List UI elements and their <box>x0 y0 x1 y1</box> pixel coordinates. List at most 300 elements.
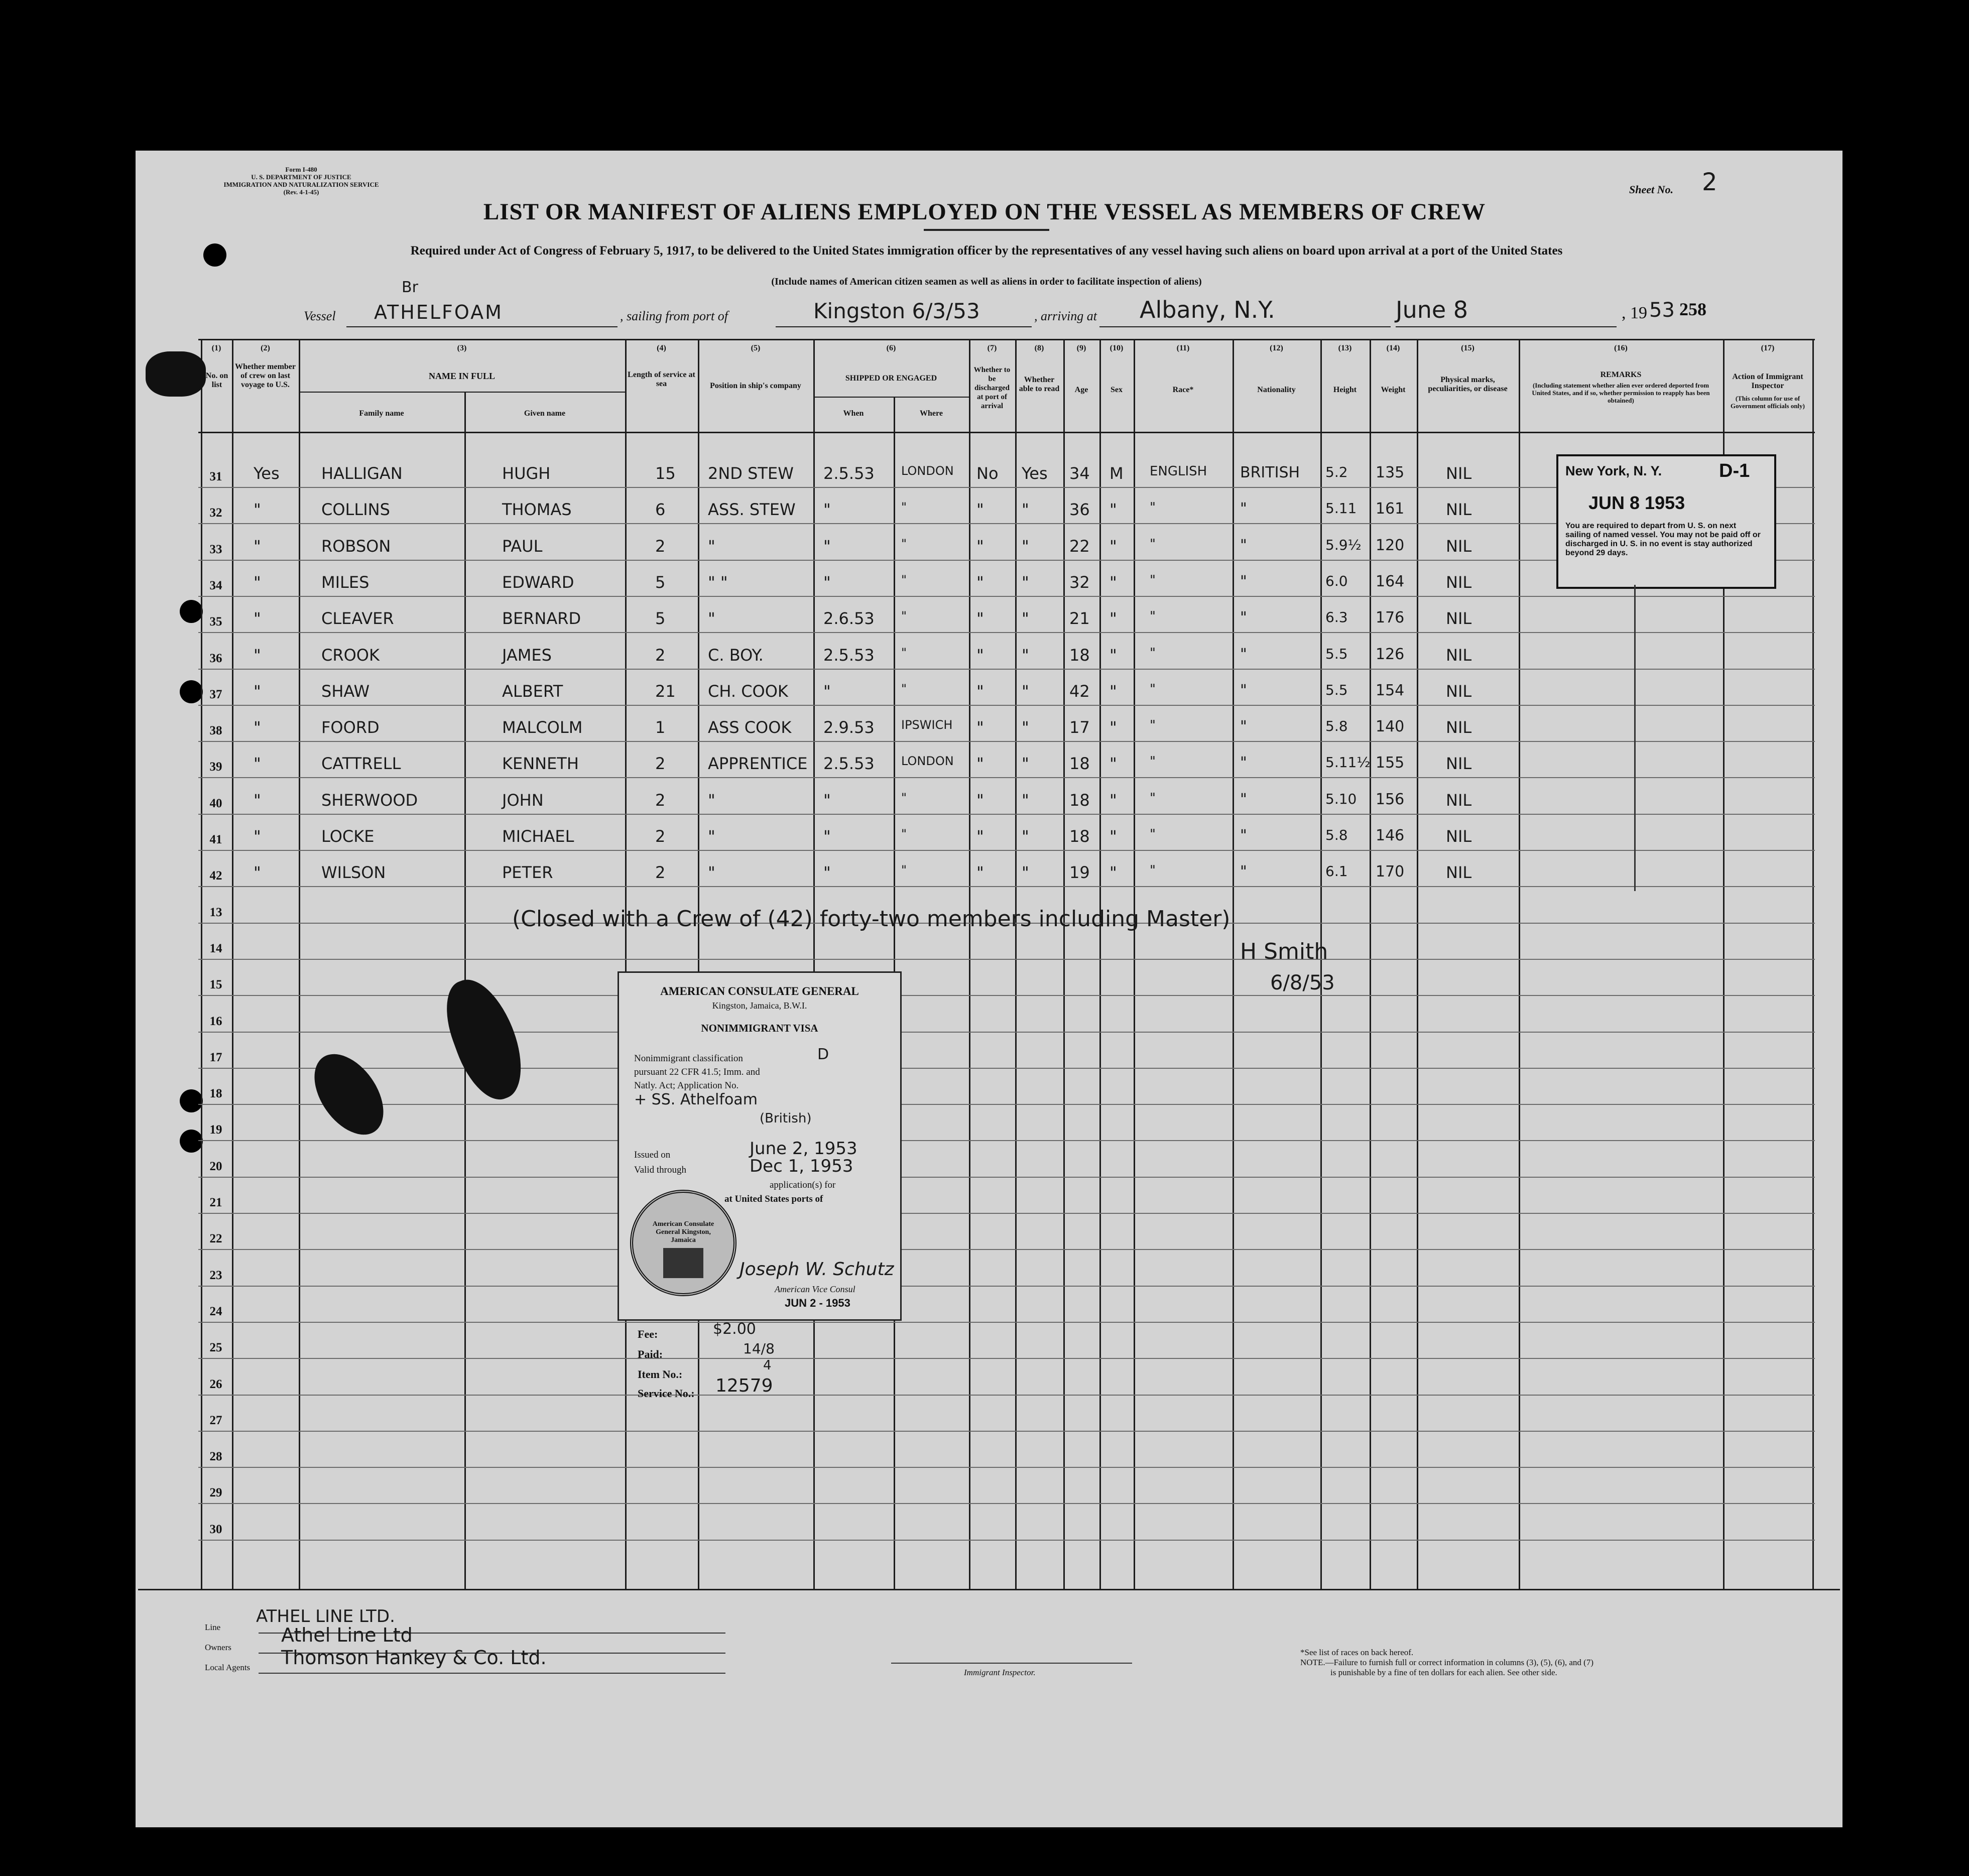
cell-where: " <box>901 609 907 623</box>
header-weight: Weight <box>1381 386 1406 394</box>
cell-sex: " <box>1110 609 1117 629</box>
cell-service: 5 <box>655 572 666 592</box>
cell-disch: " <box>976 500 984 520</box>
cell-service: 2 <box>655 790 666 810</box>
cell-age: 42 <box>1069 681 1090 701</box>
cell-height: 5.11 <box>1325 500 1357 517</box>
cell-disch: " <box>976 718 984 737</box>
form-id-block <box>206 166 397 196</box>
cell-given: HUGH <box>502 464 551 483</box>
visa-valid-date: Dec 1, 1953 <box>750 1156 853 1176</box>
header-sex: Sex <box>1111 386 1123 394</box>
cell-where: LONDON <box>901 464 954 478</box>
cell-race: ENGLISH <box>1150 464 1207 479</box>
cell-marks: NIL <box>1446 500 1472 520</box>
row-number: 37 <box>209 687 222 701</box>
cell-when: 2.5.53 <box>823 464 875 483</box>
cell-family: HALLIGAN <box>321 464 403 483</box>
cell-age: 18 <box>1069 827 1090 846</box>
column-divider <box>813 339 815 1589</box>
visa-issued-label: Issued on <box>634 1150 671 1160</box>
cell-height: 5.10 <box>1325 790 1357 807</box>
cell-position: " <box>708 863 715 883</box>
footer-agents-underline <box>259 1673 725 1674</box>
cell-read: " <box>1022 754 1029 774</box>
cell-marks: NIL <box>1446 464 1472 483</box>
cell-age: 19 <box>1069 863 1090 883</box>
column-divider <box>1063 339 1065 1589</box>
cell-prev: " <box>254 827 261 846</box>
inspector-signature-line <box>891 1663 1132 1664</box>
row-rule <box>198 1395 1815 1396</box>
cell-prev: " <box>254 500 261 520</box>
cell-when: " <box>823 827 831 846</box>
cell-when: 2.9.53 <box>823 718 875 737</box>
column-number: (9) <box>1076 344 1086 352</box>
column-number: (6) <box>886 344 896 352</box>
consular-seal <box>630 1190 736 1296</box>
port-label: , sailing from port of <box>620 309 728 323</box>
header-race: Race* <box>1172 386 1194 394</box>
cell-marks: NIL <box>1446 718 1472 737</box>
cell-position: ASS COOK <box>708 718 792 737</box>
row-rule <box>198 1068 1815 1069</box>
stamp-code: D-1 <box>1719 460 1750 481</box>
cell-position: ASS. STEW <box>708 500 796 520</box>
cell-family: FOORD <box>321 718 380 737</box>
visa-application: Natly. Act; Application No. <box>634 1080 739 1091</box>
row-rule <box>198 1503 1815 1504</box>
row-number: 19 <box>209 1123 222 1137</box>
cell-where: " <box>901 500 907 515</box>
row-rule <box>198 596 1815 597</box>
cell-nat: " <box>1240 572 1247 590</box>
cell-height: 5.5 <box>1325 681 1348 698</box>
cell-disch: " <box>976 536 984 556</box>
column-number: (7) <box>987 344 997 352</box>
stamp-place: New York, N. Y. <box>1565 463 1662 478</box>
cell-sex: " <box>1110 500 1117 520</box>
row-number: 35 <box>209 615 222 629</box>
cell-when: " <box>823 500 831 520</box>
column-number: (11) <box>1176 344 1190 352</box>
header-age: Age <box>1074 386 1088 394</box>
cell-sex: " <box>1110 827 1117 846</box>
cell-given: JAMES <box>502 645 552 665</box>
cell-marks: NIL <box>1446 536 1472 556</box>
service-value: 12579 <box>715 1375 773 1396</box>
row-number: 29 <box>209 1486 222 1500</box>
header-shipped-where: Where <box>920 409 943 418</box>
header-inspector-note: (This column for use of Government officials only) <box>1730 395 1805 410</box>
name-subheader-rule <box>299 392 625 393</box>
column-number: (10) <box>1110 344 1124 352</box>
cell-race: " <box>1150 754 1156 770</box>
row-number: 16 <box>209 1014 222 1028</box>
date-underline <box>1396 326 1617 327</box>
visa-place: Kingston, Jamaica, B.W.I. <box>712 1000 807 1011</box>
row-rule <box>198 995 1815 996</box>
cell-disch: " <box>976 790 984 810</box>
cell-family: CROOK <box>321 645 380 665</box>
cell-given: ALBERT <box>502 681 563 701</box>
closing-date: 6/8/53 <box>1270 971 1335 994</box>
header-family-name: Family name <box>359 409 404 418</box>
cell-when: " <box>823 572 831 592</box>
ink-blot <box>146 351 206 397</box>
cell-when: " <box>823 536 831 556</box>
header-remarks: REMARKS <box>1600 370 1642 379</box>
column-number: (1) <box>211 344 221 352</box>
cell-age: 22 <box>1069 536 1090 556</box>
cell-marks: NIL <box>1446 572 1472 592</box>
cell-position: " <box>708 536 715 556</box>
header-previous-voyage: Whether member of crew on last voyage to U.S. <box>235 362 296 389</box>
cell-age: 36 <box>1069 500 1090 520</box>
table-bottom-border <box>138 1589 1840 1590</box>
form-id-line: IMMIGRATION AND NATURALIZATION SERVICE <box>223 181 379 188</box>
punch-hole <box>180 600 203 623</box>
cell-service: 1 <box>655 718 666 737</box>
cell-age: 17 <box>1069 718 1090 737</box>
row-number: 38 <box>209 724 222 738</box>
row-number: 33 <box>209 542 222 556</box>
cell-weight: 170 <box>1376 863 1405 881</box>
shipped-subheader-rule <box>813 397 969 398</box>
cell-marks: NIL <box>1446 681 1472 701</box>
vessel-label: Vessel <box>304 309 336 323</box>
column-divider <box>1099 339 1101 1589</box>
cell-age: 34 <box>1069 464 1090 483</box>
cell-race: " <box>1150 718 1156 733</box>
cell-family: CLEAVER <box>321 609 394 629</box>
visa-vessel: + SS. Athelfoam <box>634 1091 758 1108</box>
item-label: Item No.: <box>638 1368 683 1381</box>
cell-disch: " <box>976 863 984 883</box>
vessel-underline <box>346 326 618 327</box>
cell-where: " <box>901 536 907 551</box>
cell-prev: " <box>254 863 261 883</box>
cell-where: " <box>901 863 907 878</box>
row-number: 17 <box>209 1050 222 1064</box>
row-rule <box>198 1104 1815 1105</box>
cell-nat: " <box>1240 536 1247 554</box>
visa-for-label: application(s) for <box>770 1180 836 1190</box>
sheet-label: Sheet No. <box>1629 183 1673 196</box>
title-rule <box>924 229 1049 231</box>
row-number: 34 <box>209 578 222 592</box>
cell-weight: 176 <box>1376 609 1405 627</box>
column-divider <box>1233 339 1234 1589</box>
cell-disch: " <box>976 681 984 701</box>
header-name-in-full: NAME IN FULL <box>428 371 495 381</box>
cell-marks: NIL <box>1446 645 1472 665</box>
cell-nat: " <box>1240 827 1247 844</box>
vessel-name: ATHELFOAM <box>374 301 503 323</box>
column-divider <box>625 339 627 1589</box>
cell-race: " <box>1150 827 1156 842</box>
item-value: 4 <box>763 1358 772 1373</box>
cell-race: " <box>1150 609 1156 624</box>
cell-marks: NIL <box>1446 609 1472 629</box>
cell-marks: NIL <box>1446 790 1472 810</box>
cell-given: JOHN <box>502 790 544 810</box>
cell-weight: 126 <box>1376 645 1405 663</box>
cell-service: 2 <box>655 754 666 774</box>
cell-disch: No <box>976 464 999 483</box>
closing-signature: H Smith <box>1240 939 1328 964</box>
cell-weight: 120 <box>1376 536 1405 554</box>
row-number: 14 <box>209 941 222 955</box>
stamp-text: You are required to depart from U. S. on next sailing of named vessel. You may not be paid off or discharged in U. S. in no event is stay authorized beyond 29 days. <box>1565 522 1761 557</box>
cell-nat: " <box>1240 645 1247 663</box>
cell-disch: " <box>976 827 984 846</box>
header-remarks-note: (Including statement whether alien ever ordered deported from United States, and if so, whether permission to reapply has been obtained) <box>1532 382 1710 404</box>
cell-nat: " <box>1240 681 1247 699</box>
cell-read: " <box>1022 863 1029 883</box>
header-nationality: Nationality <box>1257 386 1296 394</box>
row-rule <box>198 886 1815 887</box>
cell-nat: " <box>1240 863 1247 881</box>
cell-weight: 146 <box>1376 827 1405 844</box>
row-number: 21 <box>209 1196 222 1209</box>
visa-ports-label: at United States ports of <box>724 1194 823 1204</box>
row-number: 40 <box>209 796 222 810</box>
cell-family: COLLINS <box>321 500 390 520</box>
cell-prev: Yes <box>254 464 280 483</box>
column-divider <box>1015 339 1017 1589</box>
cell-nat: " <box>1240 790 1247 808</box>
cell-nat: " <box>1240 754 1247 772</box>
cell-age: 18 <box>1069 754 1090 774</box>
cell-weight: 164 <box>1376 572 1405 590</box>
visa-issued-date: June 2, 1953 <box>750 1139 857 1159</box>
cell-height: 5.8 <box>1325 718 1348 735</box>
cell-given: EDWARD <box>502 572 574 592</box>
footer-penalty-note-2: is punishable by a fine of ten dollars for each alien. See other side. <box>1330 1668 1557 1677</box>
cell-service: 21 <box>655 681 676 701</box>
cell-sex: " <box>1110 645 1117 665</box>
row-rule <box>198 814 1815 815</box>
cell-service: 2 <box>655 827 666 846</box>
cell-race: " <box>1150 790 1156 806</box>
cell-given: BERNARD <box>502 609 581 629</box>
cell-weight: 135 <box>1376 464 1405 481</box>
cell-given: MALCOLM <box>502 718 583 737</box>
cell-position: " <box>708 609 715 629</box>
form-subtitle-note: (Include names of American citizen seamen as well as aliens in order to facilitate inspection of aliens) <box>771 276 1202 287</box>
header-given-name: Given name <box>524 409 566 418</box>
cell-family: WILSON <box>321 863 386 883</box>
cell-family: LOCKE <box>321 827 375 846</box>
cell-disch: " <box>976 754 984 774</box>
cell-sex: " <box>1110 718 1117 737</box>
punch-hole <box>180 680 203 703</box>
visa-vessel-note: (British) <box>760 1111 812 1126</box>
visa-valid-label: Valid through <box>634 1165 686 1175</box>
cell-read: " <box>1022 790 1029 810</box>
year-prefix: , 19 <box>1622 304 1647 322</box>
cell-when: 2.5.53 <box>823 754 875 774</box>
cell-prev: " <box>254 790 261 810</box>
cell-weight: 156 <box>1376 790 1405 808</box>
row-number: 28 <box>209 1450 222 1464</box>
cell-service: 2 <box>655 536 666 556</box>
inspector-label: Immigrant Inspector. <box>964 1668 1036 1677</box>
cell-service: 2 <box>655 863 666 883</box>
punch-hole <box>203 243 226 267</box>
arriving-value: Albany, N.Y. <box>1140 296 1275 323</box>
sheet-number: 2 <box>1702 168 1717 196</box>
column-divider <box>1370 339 1371 1589</box>
cell-nat: " <box>1240 500 1247 518</box>
cell-height: 5.5 <box>1325 645 1348 662</box>
form-subtitle: Required under Act of Congress of February 5, 1917, to be delivered to the United States immigration officer by the representatives of any vessel having such aliens on board upon arrival at a port of the United States <box>410 244 1563 258</box>
row-rule <box>198 1467 1815 1468</box>
fee-value: $2.00 <box>713 1320 756 1338</box>
cell-age: 32 <box>1069 572 1090 592</box>
cell-race: " <box>1150 572 1156 588</box>
cell-given: PAUL <box>502 536 543 556</box>
row-number: 22 <box>209 1232 222 1246</box>
cell-read: " <box>1022 827 1029 846</box>
cell-read: " <box>1022 681 1029 701</box>
visa-title: AMERICAN CONSULATE GENERAL <box>660 985 859 997</box>
row-rule <box>198 741 1815 742</box>
form-title: LIST OR MANIFEST OF ALIENS EMPLOYED ON THE VESSEL AS MEMBERS OF CREW <box>483 199 1486 225</box>
column-number: (14) <box>1386 344 1400 352</box>
row-number: 24 <box>209 1304 222 1318</box>
cell-sex: " <box>1110 536 1117 556</box>
cell-prev: " <box>254 681 261 701</box>
arrival-date: June 8 <box>1396 296 1468 323</box>
cell-race: " <box>1150 681 1156 697</box>
cell-read: " <box>1022 609 1029 629</box>
visa-date-stamp: JUN 2 - 1953 <box>785 1297 850 1309</box>
column-number: (15) <box>1461 344 1474 352</box>
visa-regulation: pursuant 22 CFR 41.5; Imm. and <box>634 1067 760 1077</box>
cell-marks: NIL <box>1446 863 1472 883</box>
cell-read: Yes <box>1022 464 1048 483</box>
cell-nat: BRITISH <box>1240 464 1300 481</box>
form-id-line: Form I-480 <box>285 166 317 173</box>
cell-when: " <box>823 790 831 810</box>
cell-read: " <box>1022 572 1029 592</box>
paid-value: 14/8 <box>743 1340 775 1357</box>
cell-prev: " <box>254 754 261 774</box>
cell-sex: M <box>1110 464 1124 483</box>
visa-signer-title: American Vice Consul <box>775 1284 855 1294</box>
cell-race: " <box>1150 863 1156 879</box>
cell-nat: " <box>1240 718 1247 736</box>
arrival-stamp <box>1556 454 1776 589</box>
row-number: 20 <box>209 1159 222 1173</box>
cell-position: " " <box>708 572 728 592</box>
row-rule <box>198 669 1815 670</box>
fee-label: Fee: <box>638 1328 658 1340</box>
footer-agents-label: Local Agents <box>205 1663 251 1672</box>
form-id-line: U. S. DEPARTMENT OF JUSTICE <box>251 173 351 181</box>
cell-given: THOMAS <box>502 500 572 520</box>
header-no-on-list: No. on list <box>205 371 228 389</box>
row-number: 13 <box>209 905 222 919</box>
row-rule <box>198 1177 1815 1178</box>
cell-position: " <box>708 790 715 810</box>
footer-race-note: *See list of races on back hereof. <box>1300 1648 1414 1657</box>
cell-age: 18 <box>1069 645 1090 665</box>
arriving-underline <box>1099 326 1391 327</box>
revenue-stamp <box>663 1248 703 1278</box>
cell-where: " <box>901 681 907 696</box>
header-shipped-when: When <box>843 409 864 418</box>
footer-owners-value: Athel Line Ltd <box>281 1624 413 1646</box>
visa-class-label: Nonimmigrant classification <box>634 1053 743 1064</box>
cell-prev: " <box>254 572 261 592</box>
cell-race: " <box>1150 536 1156 552</box>
cell-prev: " <box>254 645 261 665</box>
row-number: 27 <box>209 1413 222 1427</box>
cell-race: " <box>1150 500 1156 516</box>
column-number: (5) <box>751 344 761 352</box>
cell-nat: " <box>1240 609 1247 627</box>
closing-note: (Closed with a Crew of (42) forty-two members including Master) <box>512 906 1230 932</box>
cell-weight: 154 <box>1376 681 1405 699</box>
cell-height: 6.3 <box>1325 609 1348 626</box>
row-number: 36 <box>209 651 222 665</box>
column-divider <box>1812 339 1814 1589</box>
cell-height: 5.2 <box>1325 464 1348 480</box>
row-rule <box>198 850 1815 851</box>
cell-weight: 161 <box>1376 500 1405 518</box>
cell-height: 6.0 <box>1325 572 1348 589</box>
column-number: (16) <box>1614 344 1628 352</box>
row-number: 23 <box>209 1268 222 1282</box>
header-inspector-action: Action of Immigrant Inspector <box>1732 372 1803 390</box>
cell-family: MILES <box>321 572 370 592</box>
row-rule <box>198 1032 1815 1033</box>
visa-class-value: D <box>817 1046 829 1063</box>
cell-service: 15 <box>655 464 676 483</box>
cell-where: " <box>901 790 907 805</box>
header-position: Position in ship's company <box>710 382 801 390</box>
cell-service: 6 <box>655 500 666 520</box>
row-number: 15 <box>209 978 222 992</box>
arriving-label: , arriving at <box>1034 309 1097 323</box>
column-divider <box>969 339 970 1589</box>
column-divider <box>299 339 300 1589</box>
footer-line-label: Line <box>205 1622 221 1632</box>
year-value: 53 <box>1649 299 1675 322</box>
row-rule <box>198 705 1815 706</box>
page-number: 258 <box>1679 299 1706 319</box>
cell-read: " <box>1022 500 1029 520</box>
cell-disch: " <box>976 609 984 629</box>
header-shipped-engaged: SHIPPED OR ENGAGED <box>845 374 937 383</box>
footer-penalty-note: NOTE.—Failure to furnish full or correct information in columns (3), (5), (6), and (7) <box>1300 1658 1593 1667</box>
cell-family: SHAW <box>321 681 370 701</box>
column-number: (3) <box>457 344 467 352</box>
header-physical-marks: Physical marks, peculiarities, or disease <box>1428 376 1508 393</box>
column-divider <box>1134 339 1135 1589</box>
punch-hole <box>180 1089 203 1112</box>
column-divider <box>201 339 202 1589</box>
cell-given: KENNETH <box>502 754 579 774</box>
column-number: (17) <box>1761 344 1775 352</box>
row-rule <box>198 1213 1815 1214</box>
header-discharged: Whether to be discharged at port of arrival <box>973 366 1011 410</box>
port-underline <box>776 326 1032 327</box>
column-number: (13) <box>1338 344 1352 352</box>
